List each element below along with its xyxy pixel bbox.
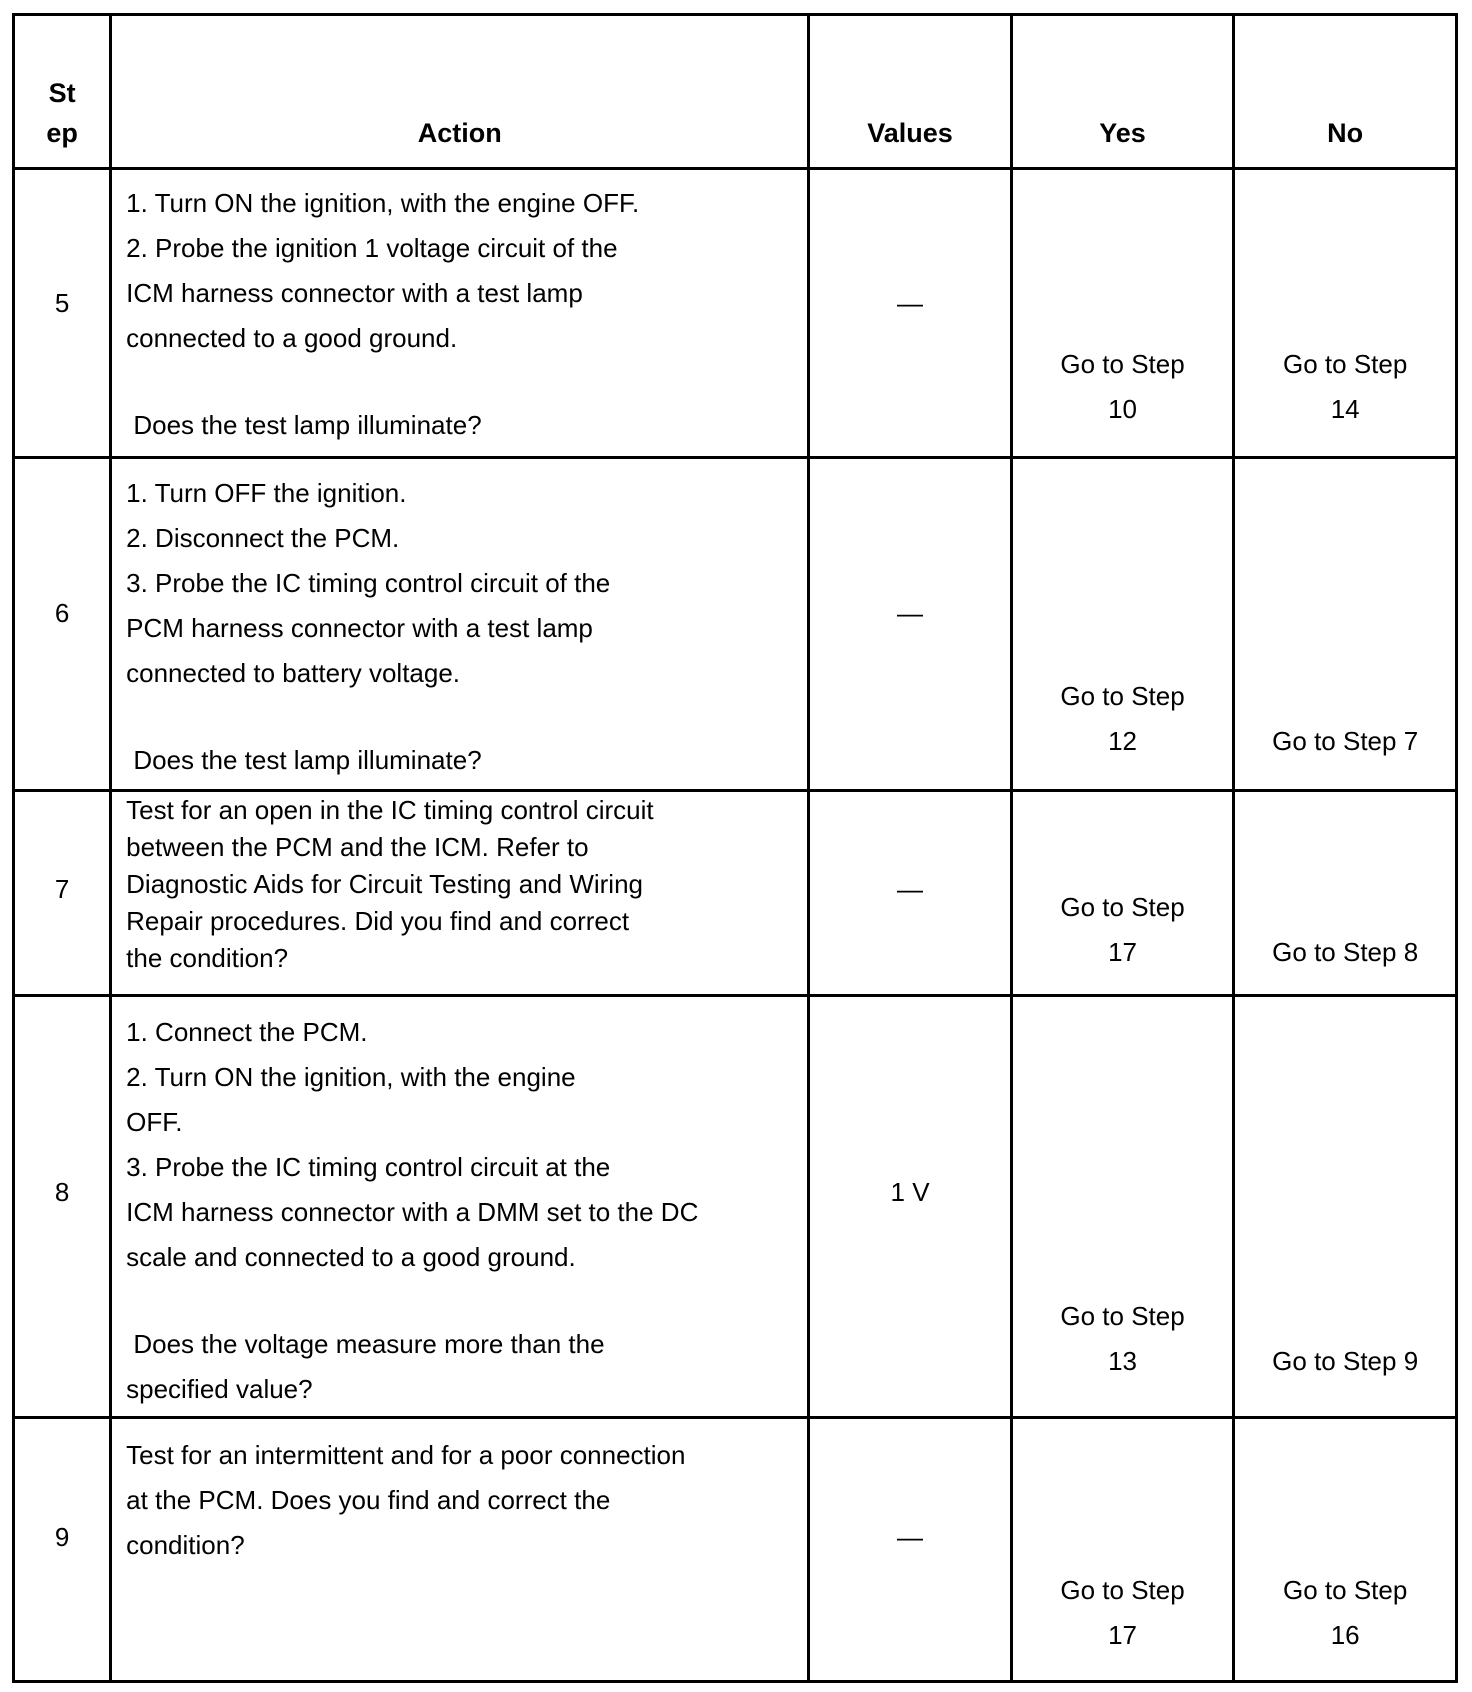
value-cell: — <box>809 1417 1011 1681</box>
header-yes: Yes <box>1011 15 1234 169</box>
action-cell: 1. Turn ON the ignition, with the engine OFF. 2. Probe the ignition 1 voltage circuit of the ICM harness connector with a test lamp connected to a good ground. Does the test lamp illuminate? <box>111 168 809 457</box>
diagnostic-table <box>12 13 1458 1683</box>
no-cell: Go to Step 7 <box>1234 457 1457 790</box>
step-cell: 6 <box>14 457 111 790</box>
action-cell: 1. Connect the PCM. 2. Turn ON the ignition, with the engine OFF. 3. Probe the IC timing control circuit at the ICM harness connector with a DMM set to the DC scale and connected to a good ground. Does the voltage measure more than the specified value? <box>111 996 809 1418</box>
action-cell: Test for an intermittent and for a poor connection at the PCM. Does you find and correct the condition? <box>111 1417 809 1681</box>
value-cell: — <box>809 168 1011 457</box>
table-row <box>14 168 1457 457</box>
yes-cell: Go to Step 17 <box>1011 1417 1234 1681</box>
no-cell: Go to Step 8 <box>1234 791 1457 996</box>
no-cell: Go to Step 16 <box>1234 1417 1457 1681</box>
header-no: No <box>1234 15 1457 169</box>
table-row <box>14 791 1457 996</box>
step-cell: 5 <box>14 168 111 457</box>
value-cell: — <box>809 457 1011 790</box>
no-cell: Go to Step 14 <box>1234 168 1457 457</box>
header-step: St ep <box>14 15 111 169</box>
step-cell: 9 <box>14 1417 111 1681</box>
no-cell: Go to Step 9 <box>1234 996 1457 1418</box>
header-row <box>14 15 1457 169</box>
header-action: Action <box>111 15 809 169</box>
header-values: Values <box>809 15 1011 169</box>
value-cell: 1 V <box>809 996 1011 1418</box>
action-cell: Test for an open in the IC timing control circuit between the PCM and the ICM. Refer to Diagnostic Aids for Circuit Testing and Wiring Repair procedures. Did you find and correct the condition? <box>111 791 809 996</box>
table-row <box>14 457 1457 790</box>
yes-cell: Go to Step 13 <box>1011 996 1234 1418</box>
yes-cell: Go to Step 12 <box>1011 457 1234 790</box>
table-row <box>14 996 1457 1418</box>
yes-cell: Go to Step 10 <box>1011 168 1234 457</box>
step-cell: 8 <box>14 996 111 1418</box>
action-cell: 1. Turn OFF the ignition. 2. Disconnect the PCM. 3. Probe the IC timing control circuit of the PCM harness connector with a test lamp connected to battery voltage. Does the test lamp illuminate? <box>111 457 809 790</box>
table-row <box>14 1417 1457 1681</box>
value-cell: — <box>809 791 1011 996</box>
yes-cell: Go to Step 17 <box>1011 791 1234 996</box>
step-cell: 7 <box>14 791 111 996</box>
